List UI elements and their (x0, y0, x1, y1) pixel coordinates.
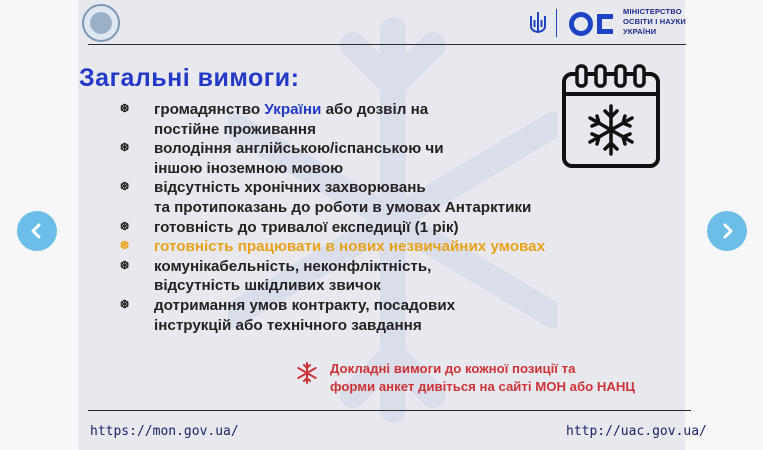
ministry-label: МІНІСТЕРСТВО ОСВІТИ І НАУКИ УКРАЇНИ (623, 7, 686, 36)
requirement-text: володіння англійською/іспанською чи іншою іноземною мовою (154, 140, 444, 177)
requirement-item (120, 296, 600, 335)
requirement-text: готовність працювати в нових незвичайних умовах (154, 238, 546, 256)
snowflake-bullet-icon: ❆ (120, 259, 130, 272)
next-slide-button[interactable] (707, 211, 747, 251)
header-divider (88, 44, 686, 45)
prev-slide-button[interactable] (17, 211, 57, 251)
requirement-item (120, 178, 600, 217)
mon-link[interactable]: https://mon.gov.ua/ (90, 424, 239, 439)
requirement-item (120, 257, 600, 296)
requirement-text: дотримання умов контракту, посадових інструкцій або технічного завдання (154, 296, 456, 334)
requirement-highlight: України (264, 101, 322, 118)
chevron-left-icon (29, 223, 45, 239)
requirement-text: громадянство (154, 101, 265, 118)
header-separator (556, 9, 557, 37)
snowflake-bullet-icon: ❆ (120, 142, 130, 155)
chevron-right-icon (719, 223, 735, 239)
requirement-item (120, 237, 600, 257)
polar-center-logo (82, 4, 120, 42)
footer-divider (88, 410, 691, 411)
requirement-item (120, 139, 600, 178)
snowflake-icon (296, 362, 318, 384)
snowflake-bullet-icon: ❆ (120, 240, 130, 253)
details-note: Докладні вимоги до кожної позиції та форми анкет дивіться на сайті МОН або НАНЦ (330, 361, 636, 394)
mon-logo-icon (569, 11, 619, 37)
requirement-item (120, 218, 600, 238)
snowflake-bullet-icon: ❆ (120, 220, 130, 233)
snowflake-bullet-icon: ❆ (120, 103, 130, 115)
requirement-text: готовність до тривалої експедиції (1 рік) (154, 218, 459, 236)
requirement-text: відсутність хронічних захворювань та протипоказань до роботи в умовах Антарктики (154, 179, 532, 216)
trident-icon (528, 10, 548, 36)
requirement-item (120, 100, 600, 139)
requirement-text: комунікабельність, неконфліктність, відсутність шкідливих звичок (154, 257, 432, 295)
page-title: Загальні вимоги: (79, 64, 300, 92)
snowflake-bullet-icon: ❆ (120, 298, 130, 311)
requirement-text-tail: або дозвіл на постійне проживання (154, 101, 429, 138)
uac-link[interactable]: http://uac.gov.ua/ (566, 424, 707, 439)
requirements-list (120, 100, 600, 335)
snowflake-bullet-icon: ❆ (120, 181, 130, 194)
